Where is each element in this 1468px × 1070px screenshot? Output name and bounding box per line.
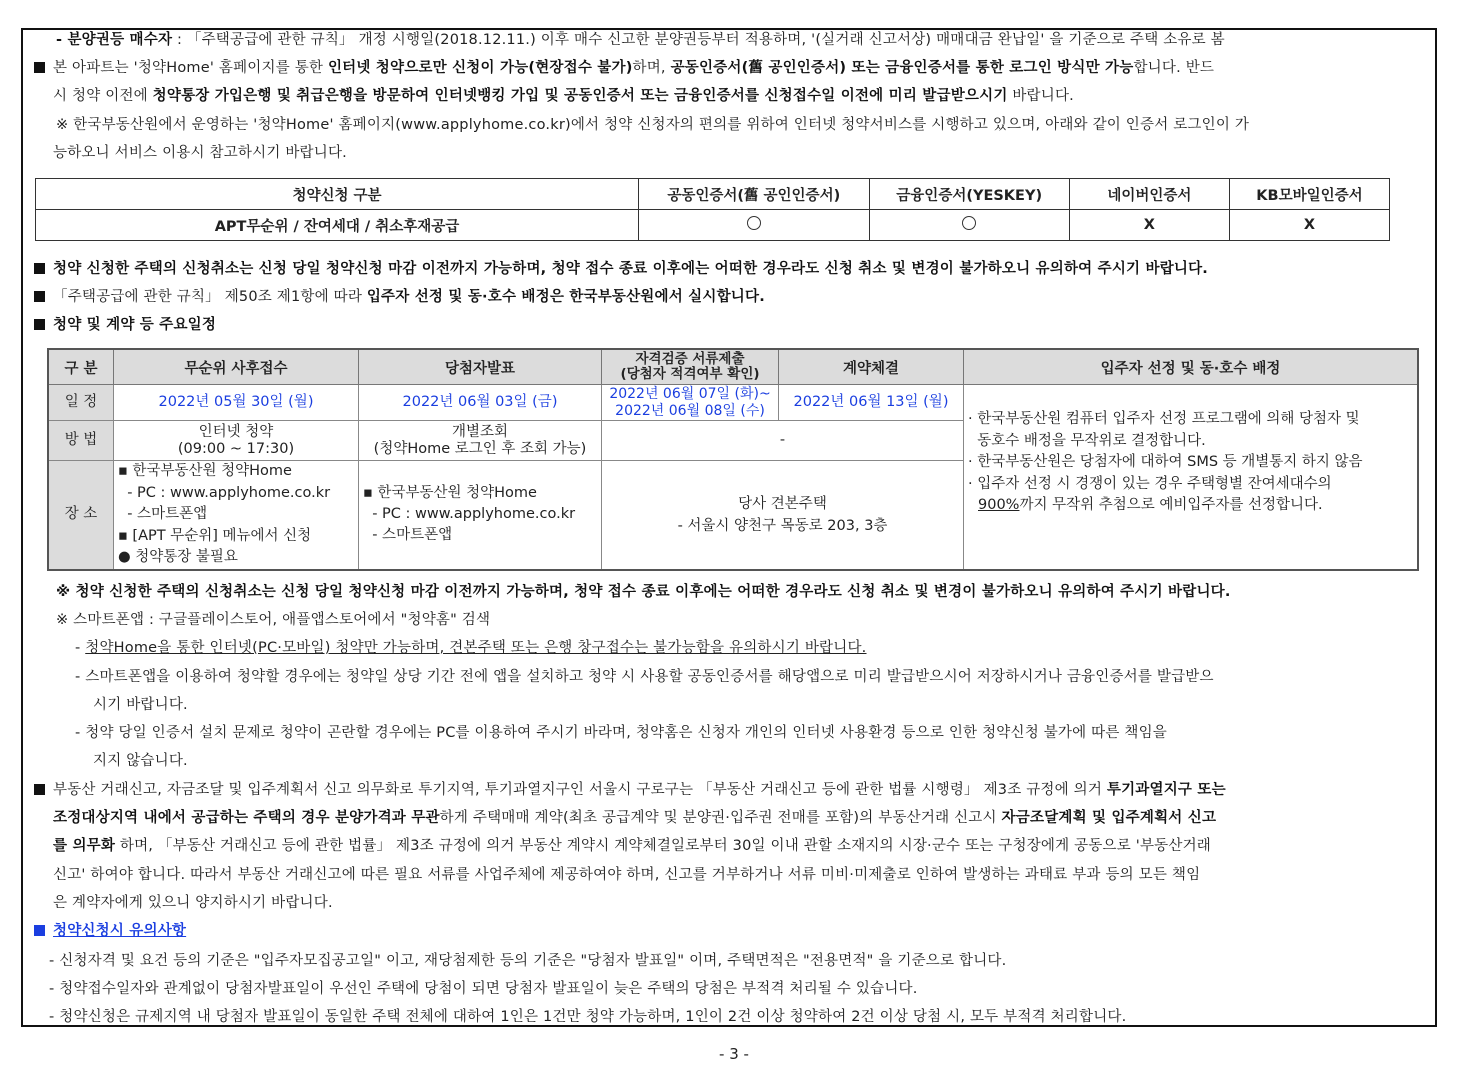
notice-selection [34,286,765,308]
intro-text: 바랍니다. [1007,88,1074,104]
method-line: (09:00 ~ 17:30) [177,440,295,457]
method-line: (청약Home 로그인 후 조회 가능) [373,440,587,457]
row-label: 방 법 [48,421,114,461]
intro-text: 시 청약 이전에 [53,88,153,104]
intro-line-5: 능하오니 서비스 이용시 참고하시기 바랍니다. [53,145,347,161]
table-cell [869,210,1069,241]
note-smartphone: ※ 스마트폰앱 : 구글플레이스토어, 애플앱스토어에서 "청약홈" 검색 [56,612,491,628]
table-header: 입주자 선정 및 동·호수 배정 [964,349,1419,385]
caution-line-3: - 청약신청은 규제지역 내 당첨자 발표일이 동일한 주택 전체에 대하여 1인은 1건만 청약 가능하며, 1인이 2건 이상 청약하여 2건 이상 당첨 시, 모두 부적격 처리합니다. [49,1009,1127,1025]
row-label: 일 정 [48,385,114,421]
place-line: ● 청약통장 불필요 [118,549,238,565]
row-label: 장 소 [48,461,114,570]
assignment-cell [964,385,1419,570]
realestate-bold-text: 자금조달계획 및 입주계획서 신고 [1001,810,1217,826]
table-cell: APT무순위 / 잔여세대 / 취소후재공급 [36,210,639,241]
place-line: ▪ 한국부동산원 청약Home [363,485,537,502]
table-cell: 2022년 05월 30일 (월) [114,385,359,421]
place-line: - 스마트폰앱 [363,527,453,544]
assign-line: · 입주자 선정 시 경쟁이 있는 경우 주택형별 잔여세대수의 [968,475,1332,492]
table-header-row [48,349,1418,385]
table-cell [359,421,602,461]
table-header: 당첨자발표 [359,349,602,385]
bullet-square-icon [34,319,45,330]
caution-title [34,920,186,942]
place-line: ▪ 한국부동산원 청약Home [118,463,292,479]
realestate-bold-text: 를 의무화 [53,838,116,854]
intro-text: 합니다. 반드 [1133,60,1215,76]
table-header: 네이버인증서 [1069,179,1229,210]
date-line: 2022년 06월 08일 (수) [615,402,765,419]
place-cell [114,461,359,570]
certificate-table [35,178,1390,241]
notice-text: 「주택공급에 관한 규칙」 제50조 제1항에 따라 [53,289,367,305]
table-cell: 2022년 06월 03일 (금) [359,385,602,421]
intro-bold-text: 청약통장 가입은행 및 취급은행을 방문하여 인터넷뱅킹 가입 및 공동인증서 또는 금융인증서를 신청접수일 이전에 미리 발급받으시기 [152,88,1008,104]
place-cell [602,461,964,570]
notice-bold-text: 입주자 선정 및 동·호수 배정은 한국부동산원에서 실시합니다. [366,289,765,305]
realestate-text: 부동산 거래신고, 자금조달 및 입주계획서 신고 의무화로 투기지역, 투기과열지구인 서울시 구로구는 「부동산 거래신고 등에 관한 법률 시행령」 제3조 규정에 의거 [53,782,1107,798]
note-cancel: ※ 청약 신청한 주택의 신청취소는 신청 당일 청약신청 마감 이전까지 가능하며, 청약 접수 종료 이후에는 어떠한 경우라도 신청 취소 및 변경이 불가하오니 유의하여 주시기 바랍니다. [56,584,1231,600]
table-cell: - [602,421,964,461]
table-cell [639,210,870,241]
table-header-row [36,179,1390,210]
bullet-square-icon [34,925,45,936]
table-header: 구 분 [48,349,114,385]
page-number: - 3 - [719,1045,749,1063]
table-header: 무순위 사후접수 [114,349,359,385]
table-header: KB모바일인증서 [1229,179,1389,210]
realestate-line-5: 은 계약자에게 있으니 양지하시기 바랍니다. [53,895,333,911]
header-line: 자격검증 서류제출 [635,351,745,367]
place-line: ▪ [APT 무순위] 메뉴에서 신청 [118,527,312,544]
notice-text: 청약 신청한 주택의 신청취소는 신청 당일 청약신청 마감 이전까지 가능하며, 청약 접수 종료 이후에는 어떠한 경우라도 신청 취소 및 변경이 불가하오니 유의하여 주시기 바랍니다. [53,261,1209,277]
method-line: 인터넷 청약 [198,423,274,440]
section-title: 청약 및 계약 등 주요일정 [53,317,217,333]
note-pc-line-2: 지지 않습니다. [93,753,188,769]
intro-line-3 [53,85,1074,107]
note-internet-only [75,637,867,659]
bullet-square-icon [34,62,45,73]
table-header: 청약신청 구분 [36,179,639,210]
realestate-line-4: 신고' 하여야 합니다. 따라서 부동산 거래신고에 따른 필요 서류를 사업주체에 제공하여야 하며, 신고를 거부하거나 서류 미비·미제출로 인하여 발생하는 과태료 부과 등의 모든 책임 [53,867,1201,883]
bullet-square-icon [34,291,45,302]
note-pc-line-1: - 청약 당일 인증서 설치 문제로 청약이 곤란할 경우에는 PC를 이용하여 주시기 바라며, 청약홈은 신청자 개인의 인터넷 사용환경 등으로 인한 청약신청 불가에 따른 책임을 [75,725,1167,741]
bullet-square-icon [34,784,45,795]
table-cell [114,421,359,461]
realestate-line-2 [53,807,1216,829]
table-cell [602,385,779,421]
table-header: 계약체결 [779,349,964,385]
header-line: (당첨자 적격여부 확인) [620,366,760,382]
assign-line: · 한국부동산원은 당첨자에 대하여 SMS 등 개별통지 하지 않음 [968,454,1363,470]
schedule-table [47,348,1419,571]
place-line: - 서울시 양천구 목동로 203, 3층 [677,517,888,534]
intro-line-2 [34,57,1214,79]
circle-icon [962,216,976,230]
notice-cancel [34,258,1208,280]
assign-line: · 한국부동산원 컴퓨터 입주자 선정 프로그램에 의해 당첨자 및 [968,411,1360,427]
realestate-bold-text: 투기과열지구 또는 [1106,782,1226,798]
caution-line-1: - 신청자격 및 요건 등의 기준은 "입주자모집공고일" 이고, 재당첨제한 등의 기준은 "당첨자 발표일" 이며, 주택면적은 "전용면적" 을 기준으로 합니다. [49,953,1007,969]
realestate-line-1 [34,779,1226,801]
bullet-square-icon [34,263,45,274]
note-app-line-1: - 스마트폰앱을 이용하여 청약할 경우에는 청약일 상당 기간 전에 앱을 설치하고 청약 시 사용할 공동인증서를 해당앱으로 미리 발급받으시어 저장하시거나 금융인증서를 발급받으 [75,669,1214,685]
assign-line [968,495,1413,517]
place-line: - PC : www.applyhome.co.kr [363,506,576,523]
note-underlined-text: 청약Home을 통한 인터넷(PC·모바일) 청약만 가능하며, 견본주택 또는 은행 창구접수는 불가능함을 유의하시기 바랍니다. [85,640,867,656]
table-cell: X [1069,210,1229,241]
place-cell [359,461,602,570]
assign-text: 까지 무작위 추첨으로 예비입주자를 선정합니다. [1019,497,1323,513]
intro-text: 본 아파트는 '청약Home' 홈페이지를 통한 [53,60,328,76]
intro-bold-text: 인터넷 청약으로만 신청이 가능(현장접수 불가) [327,60,633,76]
realestate-text: 하게 주택매매 계약(최초 공급계약 및 분양권·입주권 전매를 포함)의 부동산거래 신고시 [439,810,1002,826]
intro-line-4: ※ 한국부동산원에서 운영하는 '청약Home' 홈페이지(www.applyhome.co.kr)에서 청약 신청자의 편의를 위하여 인터넷 청약서비스를 시행하고 있으며, 아래와 같이 인증서 로그인이 가 [56,117,1250,133]
assign-line: 동호수 배정을 무작위로 결정합니다. [968,432,1206,449]
notice-schedule-title [34,314,216,336]
caution-title-text: 청약신청시 유의사항 [53,923,187,939]
table-header [602,349,779,385]
date-line: 2022년 06월 07일 (화)~ [609,385,771,402]
table-header: 공동인증서(舊 공인인증서) [639,179,870,210]
place-line: - 스마트폰앱 [118,506,208,522]
table-row [48,385,1418,421]
intro-line-1-bold: - 분양권등 매수자 [56,32,173,48]
assign-percent: 900% [978,497,1020,513]
table-cell: X [1229,210,1389,241]
intro-line-1-rest: : 「주택공급에 관한 규칙」 개정 시행일(2018.12.11.) 이후 매수 신고한 분양권등부터 적용하며, '(실거래 신고서상) 매매대금 완납일' 을 기준으로 주택 소유로 봄 [172,32,1225,48]
table-row [36,210,1390,241]
table-cell: 2022년 06월 13일 (월) [779,385,964,421]
realestate-text: 하며, 「부동산 거래신고 등에 관한 법률」 제3조 규정에 의거 부동산 계약시 계약체결일로부터 30일 이내 관할 소재지의 시장·군수 또는 구청장에게 공동으로 '부동산거래 [115,838,1211,854]
table-header: 금융인증서(YESKEY) [869,179,1069,210]
realestate-line-3 [53,835,1211,857]
place-line: 당사 견본주택 [738,495,827,512]
intro-bold-text: 공동인증서(舊 공인인증서) 또는 금융인증서를 통한 로그인 방식만 가능 [670,60,1134,76]
caution-line-2: - 청약접수일자와 관계없이 당첨자발표일이 우선인 주택에 당첨이 되면 당첨자 발표일이 늦은 주택의 당첨은 부적격 처리될 수 있습니다. [49,981,918,997]
note-app-line-2: 시기 바랍니다. [93,697,188,713]
note-dash: - [75,640,86,656]
realestate-bold-text: 조정대상지역 내에서 공급하는 주택의 경우 분양가격과 무관 [53,810,440,826]
place-line: - PC : www.applyhome.co.kr [118,484,331,501]
method-line: 개별조회 [451,423,509,440]
circle-icon [747,216,761,230]
intro-text: 하며, [632,60,671,76]
intro-line-1 [56,29,1225,51]
